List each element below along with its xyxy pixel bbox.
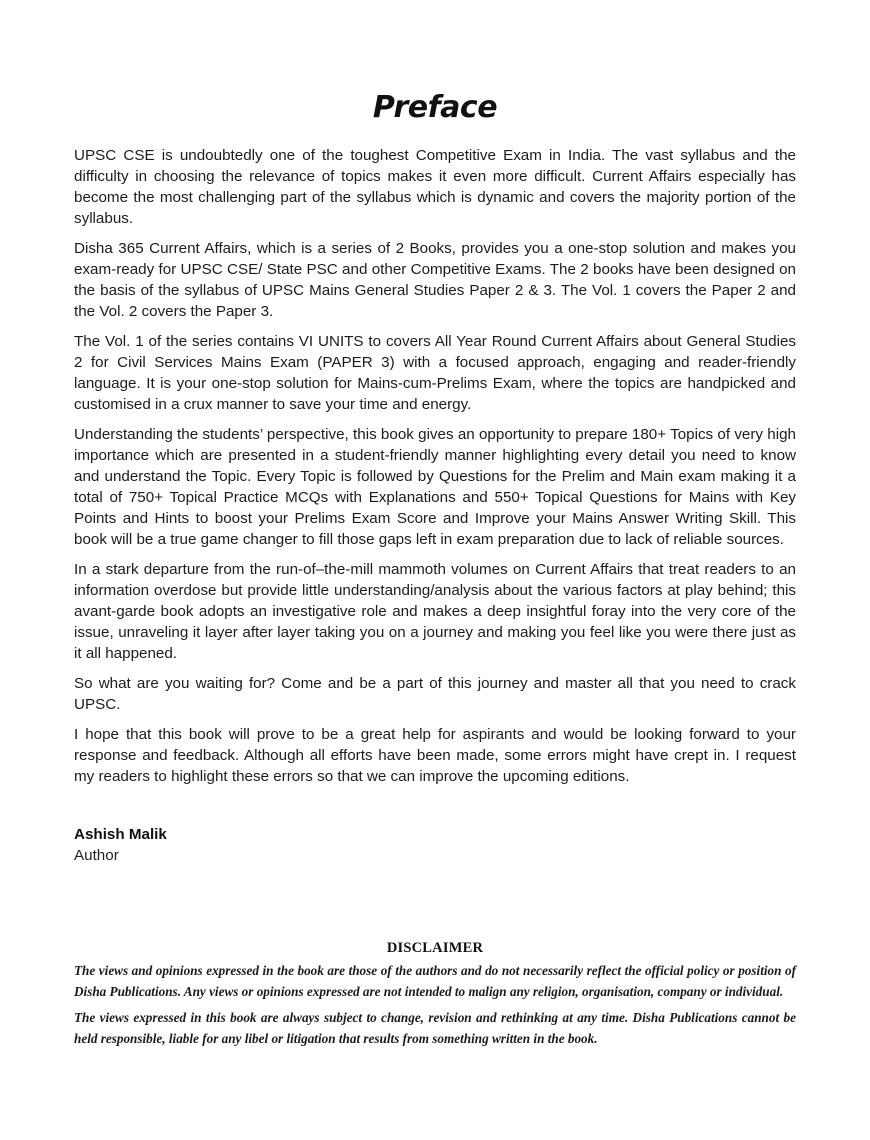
preface-paragraph-4: Understanding the students’ perspective, this book gives an opportunity to prepare 180+ Topics of very high importance which are presented in a student-friendly manner highlighting every detail you need to know and understand the Topic. Every Topic is followed by Questions for the Prelim and Main exam making it a total of 750+ Topical Practice MCQs with Explanations and 550+ Topical Questions for Mains with Key Points and Hints to boost your Prelims Exam Score and Improve your Mains Answer Writing Skill. This book will be a true game changer to fill those gaps left in exam preparation due to lack of reliable sources. bbox=[74, 426, 796, 548]
author-name: Ashish Malik bbox=[74, 826, 167, 843]
author-role: Author bbox=[74, 847, 119, 864]
preface-body bbox=[74, 145, 796, 796]
disclaimer-paragraph-1: The views and opinions expressed in the book are those of the authors and do not necessarily reflect the official policy or position of Disha Publications. Any views or opinions expressed are not intended to malign any religion, organisation, company or individual. bbox=[74, 963, 796, 999]
author-signature bbox=[74, 824, 167, 866]
preface-paragraph-1: UPSC CSE is undoubtedly one of the toughest Competitive Exam in India. The vast syllabus and the difficulty in choosing the relevance of topics makes it even more difficult. Current Affairs especially has become the most challenging part of the syllabus which is dynamic and covers the majority portion of the syllabus. bbox=[74, 147, 796, 227]
disclaimer-heading: DISCLAIMER bbox=[386, 940, 484, 956]
disclaimer-paragraph-2: The views expressed in this book are always subject to change, revision and rethinking at any time. Disha Publications cannot be held responsible, liable for any libel or litigation that results from something written in the book. bbox=[74, 1010, 796, 1046]
disclaimer-section bbox=[74, 938, 796, 1055]
preface-paragraph-6: So what are you waiting for? Come and be a part of this journey and master all that you need to crack UPSC. bbox=[74, 675, 796, 713]
page-title: Preface bbox=[372, 90, 498, 125]
preface-paragraph-7: I hope that this book will prove to be a great help for aspirants and would be looking forward to your response and feedback. Although all efforts have been made, some errors might have crept in. I request my readers to highlight these errors so that we can improve the upcoming editions. bbox=[74, 726, 796, 785]
preface-paragraph-2: Disha 365 Current Affairs, which is a series of 2 Books, provides you a one-stop solution and makes you exam-ready for UPSC CSE/ State PSC and other Competitive Exams. The 2 books have been designed on the basis of the syllabus of UPSC Mains General Studies Paper 2 & 3. The Vol. 1 covers the Paper 2 and the Vol. 2 covers the Paper 3. bbox=[74, 240, 796, 320]
preface-paragraph-3: The Vol. 1 of the series contains VI UNITS to covers All Year Round Current Affairs about General Studies 2 for Civil Services Mains Exam (PAPER 3) with a focused approach, engaging and reader-friendly language. It is your one-stop solution for Mains-cum-Prelims Exam, where the topics are handpicked and customised in a crux manner to save your time and energy. bbox=[74, 333, 796, 413]
preface-paragraph-5: In a stark departure from the run-of–the-mill mammoth volumes on Current Affairs that treat readers to an information overdose but provide little understanding/analysis about the various factors at play behind; this avant-garde book adopts an investigative role and makes a deep insightful foray into the very core of the issue, unraveling it layer after layer taking you on a journey and making you feel like you were there just as it all happened. bbox=[74, 561, 796, 662]
